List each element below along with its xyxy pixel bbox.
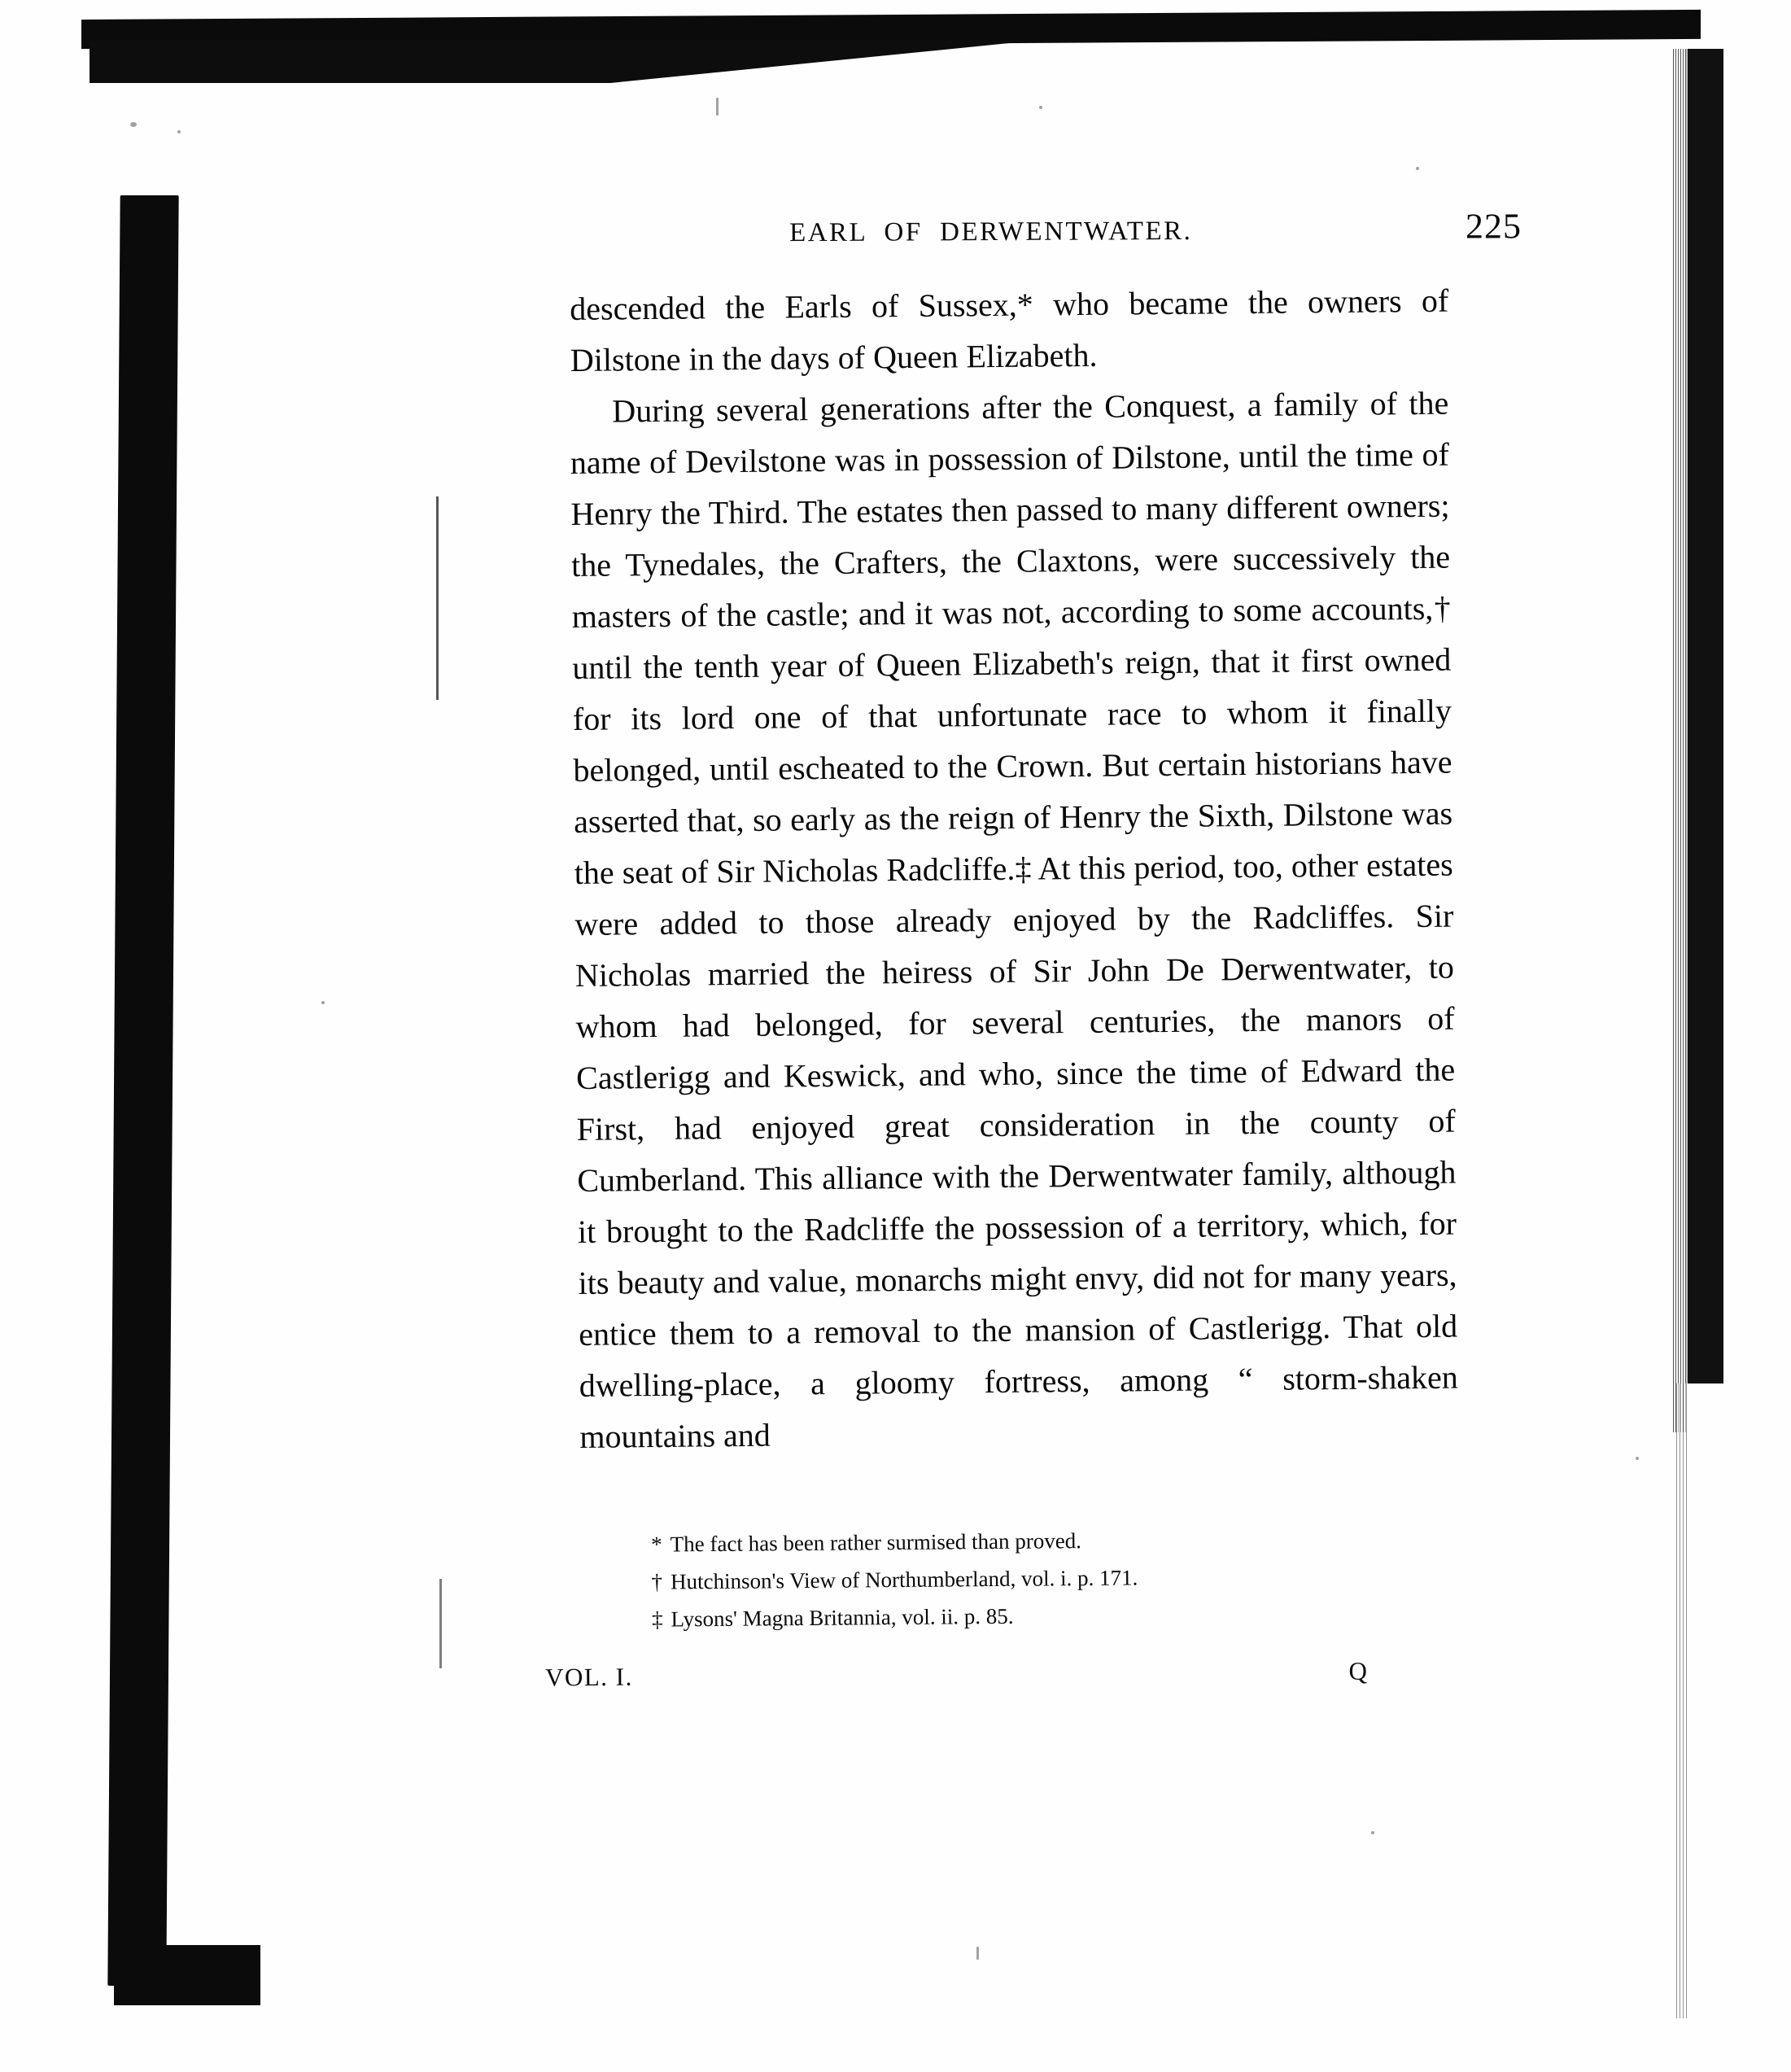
footnote-marker: * (651, 1532, 662, 1557)
scan-edge-right-lower-texture (1676, 1384, 1688, 2018)
scan-speck (321, 1001, 325, 1004)
scan-speck (177, 130, 181, 133)
scan-edge-top-wedge (90, 41, 1033, 83)
page-number: 225 (1465, 206, 1522, 247)
scan-speck (130, 122, 137, 127)
footnote-marker: ‡ (651, 1606, 663, 1632)
footnote-text: Hutchinson's View of Northumberland, vol. i. p. 171. (670, 1565, 1138, 1594)
body-paragraph: descended the Earls of Sussex,* who became the owners of Dilstone in the days of Queen Elizabeth. (570, 282, 1449, 378)
page-footer (544, 1656, 1448, 1692)
footnote-text: The fact has been rather surmised than proved. (670, 1528, 1082, 1557)
scan-edge-left-foot (114, 1945, 260, 2005)
scan-edge-right-texture (1673, 49, 1688, 1432)
scan-speck (1039, 106, 1042, 109)
footnote-item (652, 1593, 1449, 1638)
volume-label: VOL. I. (544, 1662, 633, 1692)
scan-speck (716, 98, 719, 116)
body-paragraph: During several generations after the Conquest, a family of the name of Devilstone was in possession of Dilstone, until the time of Henry the Third. The estates then passed to many different owners; the Tynedales, the Crafters, the Claxtons, were successively the masters of the castle; and it was not, according to some accounts,† until the tenth year of Queen Elizabeth's reign, that it first owned for its lord one of that unfortunate race to whom it finally belonged, until escheated to the Crown. But certain historians have asserted that, so early as the reign of Henry the Sixth, Dilstone was the seat of Sir Nicholas Radcliffe.‡ At this period, too, other estates were added to those already enjoyed by the Radcliffes. Sir Nicholas married the heiress of Sir John De Derwentwater, to whom had belonged, for several centuries, the manors of Castlerigg and Keswick, and who, since the time of Edward the First, had enjoyed great consideration in the county of Cumberland. This alliance with the Derwentwater family, although it brought to the Radcliffe the possession of a territory, which, for its beauty and value, monarchs might envy, did not for many years, entice them to a removal to the mansion of Castlerigg. That old dwelling-place, a gloomy fortress, among “ storm-shaken mountains and (570, 384, 1458, 1455)
signature-mark: Q (1348, 1656, 1368, 1685)
scan-speck (1636, 1457, 1639, 1460)
footnote-text: Lysons' Magna Britannia, vol. ii. p. 85. (671, 1603, 1014, 1632)
scan-edge-right (1686, 49, 1723, 1384)
gutter-mark-lower (439, 1579, 442, 1668)
scan-edge-left (107, 195, 178, 1986)
scan-speck (1416, 167, 1419, 170)
footnote-marker: † (651, 1569, 663, 1594)
scan-speck (976, 1947, 979, 1960)
scan-speck (1371, 1831, 1374, 1834)
footnotes (618, 1519, 1449, 1638)
gutter-mark-upper (436, 496, 439, 700)
page-title: EARL OF DERWENTWATER. (788, 216, 1193, 248)
page-content (544, 206, 1522, 1692)
running-head (570, 206, 1522, 251)
